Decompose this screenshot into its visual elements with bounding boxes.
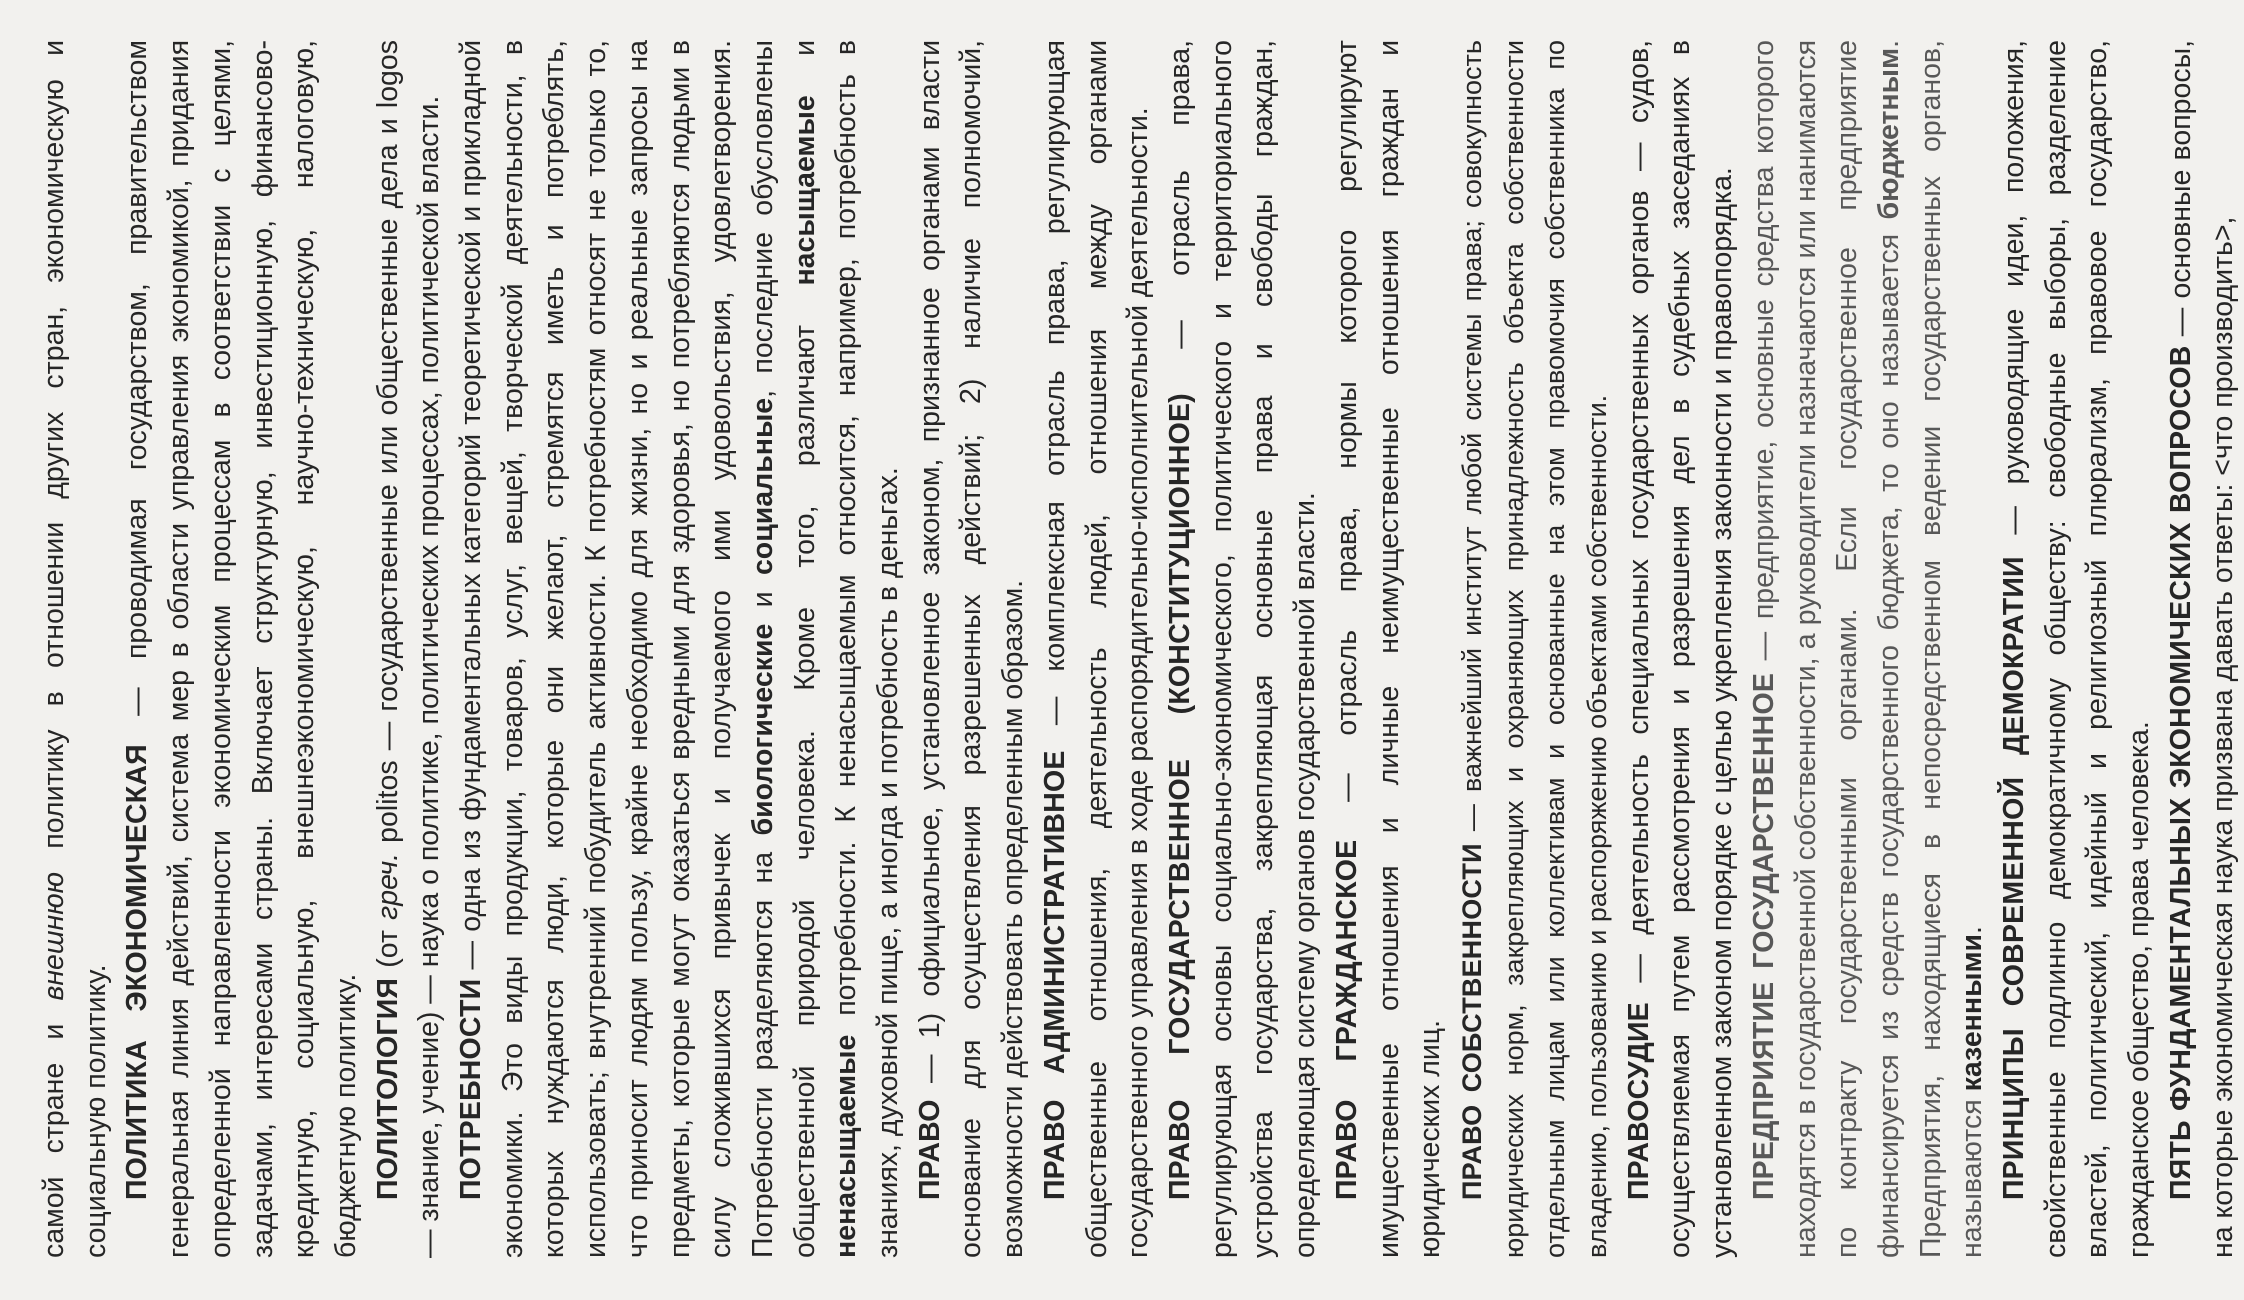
entry-definition: politos — государственные или общественные дела и logos — знание, учение) — наука о политике, политических процессах, политической власти. [371,40,446,1258]
entry-term: ПРАВО [913,1099,946,1200]
entry-definition: — комплексная отрасль права, регулирующая общественные отношения, деятельность людей, отношения между органами государственного управления в ходе распорядительно-исполнительной деятельности. [1038,40,1155,1258]
entry-potrebnosti: ПОТРЕБНОСТИ — одна из фундаментальных категорий теоретической и прикладной экономики. Это виды продукции, товаров, услуг, вещей, творческой деятельности, в которых нуждаются люди, которые они желают, стремятся иметь и потреблять, использовать; внутренний побудитель активности. К потребностям относят не только то, что приносит людям пользу, крайне необходимо для жизни, но и реальные запросы на предметы, которые могут оказаться вредными для здоровья, но потребляются людьми в силу сложившихся привычек и получаемого ими удовольствия, удовлетворения. Потребности разделяются на биологические и социальные, последние обусловлены общественной природой человека. Кроме того, различают насыщаемые и ненасыщаемые потребности. К ненасыщаемым относится, например, потребность в знаниях, духовной пище, а иногда и потребность в деньгах. [455,40,905,1258]
entry-principy-demokratii [1994,40,2161,1258]
entry-term: ПРИНЦИПЫ СОВРЕМЕННОЙ ДЕМОКРАТИИ [1998,556,2031,1200]
entry-pravo-administrativnoe [1035,40,1160,1258]
entry-definition: — важнейший институт любой системы права; совокупность юридических норм, закрепляющих и охраняющих принадлежность объекта собственности отдельным лицам или коллективам и основанные на этом правомочия собственника по владению, пользованию и распоряжению объектами собственности. [1456,40,1613,1258]
entry-pravo-sobstvennosti [1452,40,1619,1258]
entry-definition: — деятельность специальных государственных органов — судов, осуществляемая путем рассмотрения и разрешения дел в судебных заседаниях в установленном законом порядке с целью укрепления законности и правопорядка. [1622,40,1739,1258]
entry-term: ПОЛИТИКА ЭКОНОМИЧЕСКАЯ [121,744,154,1200]
entry-politologiya: ПОЛИТОЛОГИЯ (от греч. politos — государственные или общественные дела и logos — знание, учение) — наука о политике, политических процессах, политической власти. [371,40,446,1258]
entry-term: ПРАВО ГОСУДАРСТВЕННОЕ (КОНСТИТУЦИОННОЕ) [1163,393,1196,1200]
entry-pyat-voprosov [2161,40,2244,1258]
entry-term: ПЯТЬ ФУНДАМЕНТАЛЬНЫХ ЭКОНОМИЧЕСКИХ ВОПРОСОВ [2164,345,2197,1200]
entry-intro: самой стране и внешнюю политику в отношении других стран, экономическую и социальную политику. [38,40,112,1258]
entry-pravo-gosudarstvennoe [1160,40,1327,1258]
entry-term: ПРЕДПРИЯТИЕ ГОСУДАРСТВЕННОЕ [1747,672,1780,1200]
entry-term: ПОЛИТОЛОГИЯ [371,977,404,1200]
entry-definition: — отрасль права, регулирующая основы социально-экономического, политического и территориального устройства государства, закрепляющая основные права и свободы граждан, определяющая систему органов государственной власти. [1163,40,1322,1258]
entry-politika-ekonomicheskaya [117,40,367,1258]
entry-definition: — основные вопросы, на которые экономическая наука призвана давать ответы: <что производить>, [2164,40,2239,1258]
entry-definition: — руководящие идеи, положения, свойственные подлинно демократичному обществу: свободные выборы, разделение властей, политический, идейный и религиозный плюрализм, правовое государство, гражданское общество, права человека. [1998,39,2156,1258]
entry-term: ПРАВО АДМИНИСТРАТИВНОЕ [1038,750,1071,1200]
entry-pravo-grazhdanskoe [1327,40,1452,1258]
entry-predpriyatie-gosudarstvennoe: ПРЕДПРИЯТИЕ ГОСУДАРСТВЕННОЕ — предприятие, основные средства которого находятся в государственной собственности, а руководители назначаются или нанимаются по контракту государственными органами. Если государственное предприятие финансируется из средств государственного бюджета, то оно называется бюджетным. Предприятия, находящиеся в непосредственном ведении государственных органов, называются казенными. [1747,40,1989,1258]
entry-definition: — 1) официальное, установленное законом, признанное органами власти основание для осуществления разрешенных действий; 2) наличие полномочий, возможности действовать определенным образом. [913,40,1030,1258]
entry-pravo [910,40,1035,1258]
entry-term: ПРАВО СОБСТВЕННОСТИ [1456,843,1487,1200]
entry-term: ПРАВОСУДИЕ [1622,1002,1655,1200]
entry-definition: — проводимая государством, правительством генеральная линия действий, система мер в области управления экономикой, придания определенной направленности экономическим процессам в соответствии с целями, задачами, интересами страны. Включает структурную, инвестиционную, финансово-кредитную, социальную, внешнеэкономическую, научно-техническую, налоговую, бюджетную политику. [121,40,362,1258]
entry-term: ПОТРЕБНОСТИ [455,978,488,1200]
entry-definition: — отрасль права, нормы которого регулируют имущественные отношения и личные неимущественные отношения граждан и юридических лиц. [1330,40,1447,1258]
entry-term: ПРАВО ГРАЖДАНСКОЕ [1330,839,1363,1200]
entry-pravosudie [1619,40,1744,1258]
